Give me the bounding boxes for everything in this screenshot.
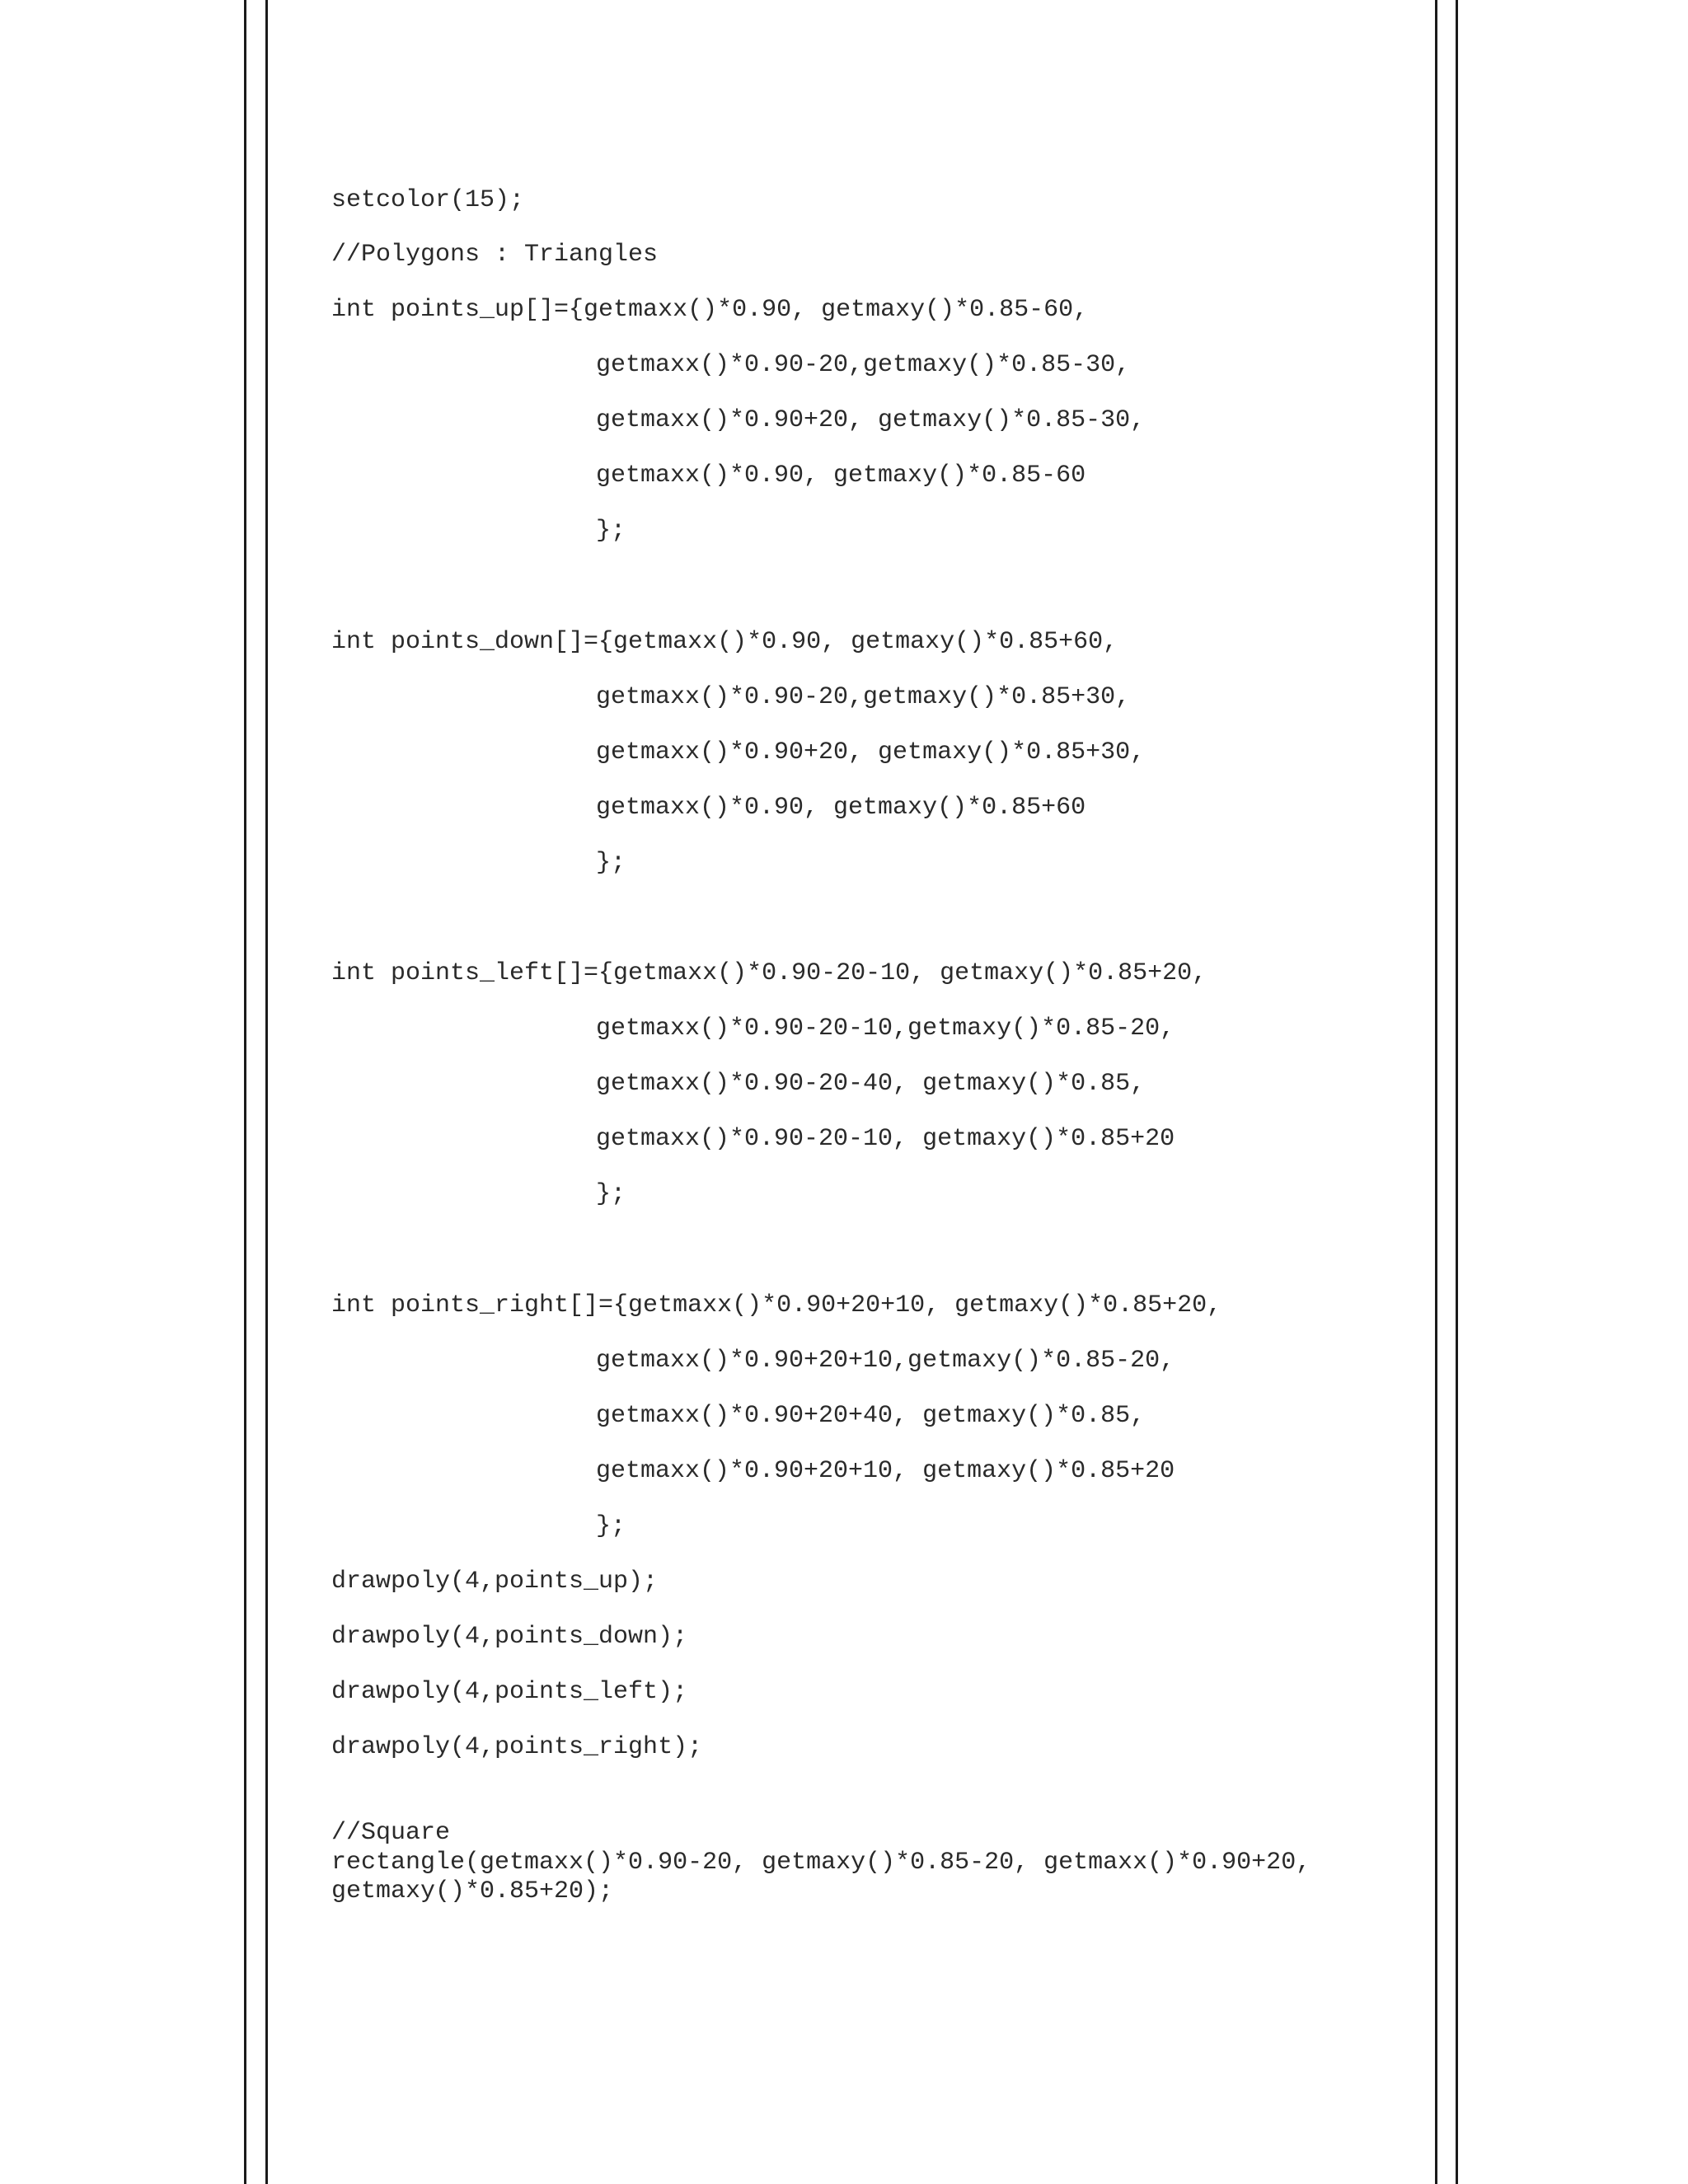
code-line: int points_left[]={getmaxx()*0.90-20-10, getmaxy()*0.85+20, [331, 959, 1207, 987]
code-line: getmaxx()*0.90-20,getmaxy()*0.85-30, [596, 351, 1131, 379]
code-line: drawpoly(4,points_down); [331, 1623, 688, 1651]
code-line: //Square [331, 1819, 451, 1847]
code-line: getmaxx()*0.90, getmaxy()*0.85+60 [596, 794, 1086, 822]
code-line: int points_right[]={getmaxx()*0.90+20+10, getmaxy()*0.85+20, [331, 1291, 1222, 1319]
code-line: }; [596, 1512, 626, 1540]
code-line: int points_down[]={getmaxx()*0.90, getmaxy()*0.85+60, [331, 628, 1118, 656]
code-line: getmaxx()*0.90+20+40, getmaxy()*0.85, [596, 1402, 1146, 1430]
code-line: drawpoly(4,points_left); [331, 1678, 688, 1706]
code-line: drawpoly(4,points_right); [331, 1733, 703, 1761]
code-line: rectangle(getmaxx()*0.90-20, getmaxy()*0.85-20, getmaxx()*0.90+20, [331, 1849, 1311, 1877]
code-line: getmaxx()*0.90-20-10, getmaxy()*0.85+20 [596, 1125, 1175, 1153]
code-line: drawpoly(4,points_up); [331, 1568, 659, 1596]
code-line: getmaxx()*0.90+20+10, getmaxy()*0.85+20 [596, 1457, 1175, 1485]
code-line: getmaxx()*0.90-20-10,getmaxy()*0.85-20, [596, 1015, 1175, 1043]
code-line: getmaxx()*0.90+20+10,getmaxy()*0.85-20, [596, 1347, 1175, 1375]
code-line: int points_up[]={getmaxx()*0.90, getmaxy()*0.85-60, [331, 296, 1089, 324]
code-line: getmaxy()*0.85+20); [331, 1877, 614, 1905]
code-line: getmaxx()*0.90-20,getmaxy()*0.85+30, [596, 683, 1131, 711]
code-line: setcolor(15); [331, 186, 525, 214]
code-line: getmaxx()*0.90-20-40, getmaxy()*0.85, [596, 1070, 1146, 1098]
code-line: getmaxx()*0.90+20, getmaxy()*0.85-30, [596, 406, 1146, 434]
code-line: //Polygons : Triangles [331, 241, 659, 269]
code-line: getmaxx()*0.90+20, getmaxy()*0.85+30, [596, 738, 1146, 766]
code-line: }; [596, 849, 626, 877]
code-line: }; [596, 517, 626, 545]
code-line: }; [596, 1180, 626, 1208]
code-line: getmaxx()*0.90, getmaxy()*0.85-60 [596, 462, 1086, 490]
